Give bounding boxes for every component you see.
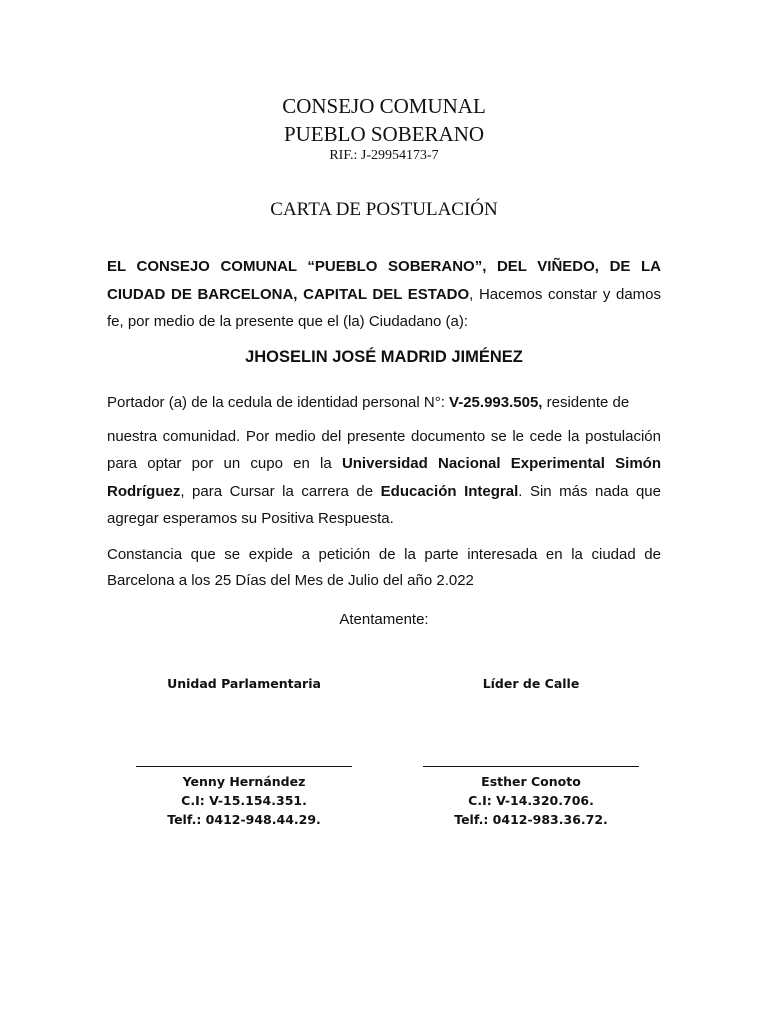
- signature-line: [136, 766, 352, 767]
- university-name: Universidad Nacional Experimental Simón Rodríguez: [107, 455, 661, 500]
- signer-role: Unidad Parlamentaria: [167, 676, 321, 691]
- signer-ci: C.I: V-15.154.351.: [181, 793, 307, 808]
- citizen-name: JHOSELIN JOSÉ MADRID JIMÉNEZ: [245, 348, 523, 366]
- career-name: Educación Integral: [380, 482, 519, 500]
- constancy-paragraph: Constancia que se expide a petición de la parte interesada en la ciudad de Barcelona a los 25 Días del Mes de Julio del año 2.022: [107, 546, 661, 589]
- body-text-4: , para Cursar la carrera de: [180, 482, 381, 500]
- body-text-1: Portador (a) de la cedula de identidad personal N°:: [107, 394, 450, 411]
- signer-ci: C.I: V-14.320.706.: [468, 793, 594, 808]
- letterhead: [0, 92, 768, 164]
- signer-name: Esther Conoto: [481, 774, 581, 789]
- intro-rest-text: , Hacemos constar y damos fe, por medio de la presente que el (la) Ciudadano (a):: [107, 285, 661, 330]
- intro-paragraph: [107, 253, 661, 336]
- signature-line: [423, 766, 639, 767]
- body-text-3: nuestra comunidad. Por medio del presente documento se le cede la postulación para optar por un cupo en la: [107, 427, 661, 472]
- signer-info: [421, 772, 641, 829]
- intro-bold-text: EL CONSEJO COMUNAL “PUEBLO SOBERANO”, DEL VIÑEDO, DE LA CIUDAD DE BARCELONA, CAPITAL DEL ESTADO: [107, 258, 661, 303]
- organization-name-line1: CONSEJO COMUNAL: [282, 94, 486, 118]
- closing-text: Atentamente:: [339, 611, 429, 628]
- organization-name-line2: PUEBLO SOBERANO: [283, 122, 485, 146]
- body-first-line: [107, 389, 661, 417]
- id-number: V-25.993.505,: [449, 394, 543, 411]
- signer-role: Líder de Calle: [482, 676, 580, 691]
- signer-phone: Telf.: 0412-948.44.29.: [167, 812, 321, 827]
- signer-phone: Telf.: 0412-983.36.72.: [454, 812, 608, 827]
- document-title: CARTA DE POSTULACIÓN: [270, 199, 498, 220]
- signer-name: Yenny Hernández: [182, 774, 306, 789]
- rif-number: RIF.: J-29954173-7: [329, 148, 439, 163]
- signer-info: [134, 772, 354, 829]
- body-text-5: . Sin más nada que agregar esperamos su Positiva Respuesta.: [107, 482, 661, 527]
- body-text-2: residente de: [542, 394, 630, 411]
- body-paragraph: [107, 389, 661, 533]
